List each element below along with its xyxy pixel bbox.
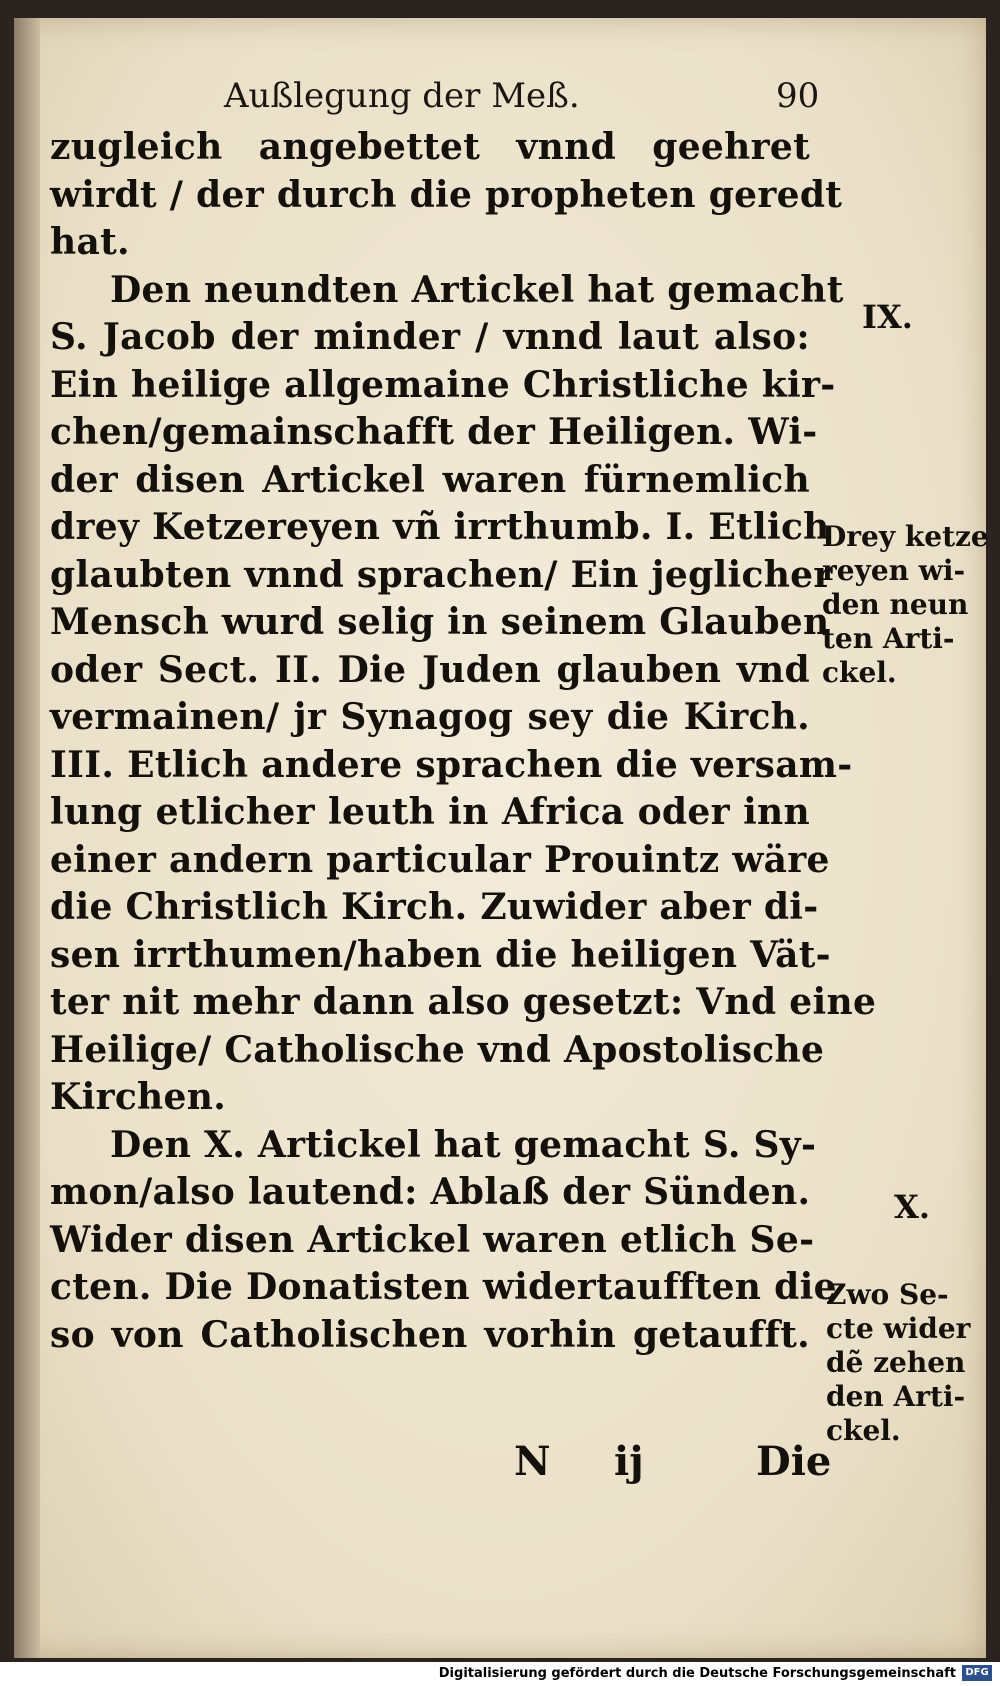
signature-mark: N	[514, 1438, 551, 1485]
text-line: Ein heilige allgemaine Christliche kir-	[50, 363, 836, 406]
margin-note-ix	[822, 520, 989, 690]
text-line: mon/also lautend: Ablaß der Sünden.	[50, 1171, 811, 1213]
text-line: Den neundten Artickel hat gemacht	[110, 268, 844, 311]
text-line: oder Sect. II. Die Juden glauben vnd	[50, 648, 810, 691]
text-line: chen/gemainschafft der Heiligen. Wi-	[50, 411, 818, 453]
margin-note-x	[826, 1278, 970, 1448]
text-line: Den X. Artickel hat gemacht S. Sy-	[110, 1123, 817, 1166]
signature-number: ij	[614, 1438, 644, 1485]
page-gutter	[14, 18, 40, 1658]
text-line: einer andern particular Prouintz wäre	[50, 838, 830, 881]
text-line: sen irrthumen/haben die heiligen Vät-	[50, 933, 831, 976]
margin-numeral-ix: IX.	[862, 298, 913, 336]
margin-numeral-x: X.	[894, 1188, 930, 1226]
text-line: hat.	[50, 221, 130, 263]
note-line: dẽ zehen	[826, 1346, 966, 1379]
text-line: zugleich angebettet vnnd geehret	[50, 126, 810, 168]
note-line: ckel.	[826, 1414, 901, 1447]
text-line: der disen Artickel waren fürnemlich	[50, 458, 810, 501]
text-line: lung etlicher leuth in Africa oder inn	[50, 791, 810, 833]
text-line: vermainen/ jr Synagog sey die Kirch.	[50, 696, 810, 738]
note-line: Drey ketze	[822, 520, 989, 553]
text-line: Kirchen.	[50, 1076, 227, 1118]
text-line: cten. Die Donatisten widertaufften die	[50, 1266, 837, 1308]
text-line: Wider disen Artickel waren etlich Se-	[50, 1218, 815, 1261]
note-line: reyen wi-	[822, 554, 966, 587]
note-line: ten Arti-	[822, 622, 955, 655]
text-line: die Christlich Kirch. Zuwider aber di-	[50, 886, 819, 928]
book-page	[14, 18, 989, 1658]
note-line: cte wider	[826, 1312, 971, 1345]
page-number: 90	[776, 76, 820, 116]
text-line: Mensch wurd selig in seinem Glauben	[50, 601, 830, 643]
note-line: den neun	[822, 588, 969, 621]
catchword: Die	[756, 1438, 832, 1485]
text-line: Heilige/ Catholische vnd Apostolische	[50, 1028, 825, 1071]
note-line: ckel.	[822, 656, 897, 689]
text-line: so von Catholischen vorhin getaufft.	[50, 1313, 810, 1356]
text-line: glaubten vnnd sprachen/ Ein jeglicher	[50, 553, 833, 596]
text-line: III. Etlich andere sprachen die versam-	[50, 743, 853, 786]
text-line: ter nit mehr dann also gesetzt: Vnd eine	[50, 981, 877, 1023]
running-head: Außlegung der Meß.	[224, 76, 580, 116]
note-line: Zwo Se-	[826, 1278, 949, 1311]
dfg-logo: DFG	[962, 1665, 992, 1681]
funding-credit: Digitalisierung gefördert durch die Deutsche Forschungsgemeinschaft	[438, 1666, 956, 1681]
note-line: den Arti-	[826, 1380, 966, 1413]
text-line: S. Jacob der minder / vnnd laut also:	[50, 316, 810, 358]
text-line: wirdt / der durch die propheten geredt	[50, 173, 843, 216]
text-line: drey Ketzereyen vñ irrthumb. I. Etlich	[50, 506, 830, 548]
main-text	[50, 124, 877, 1359]
